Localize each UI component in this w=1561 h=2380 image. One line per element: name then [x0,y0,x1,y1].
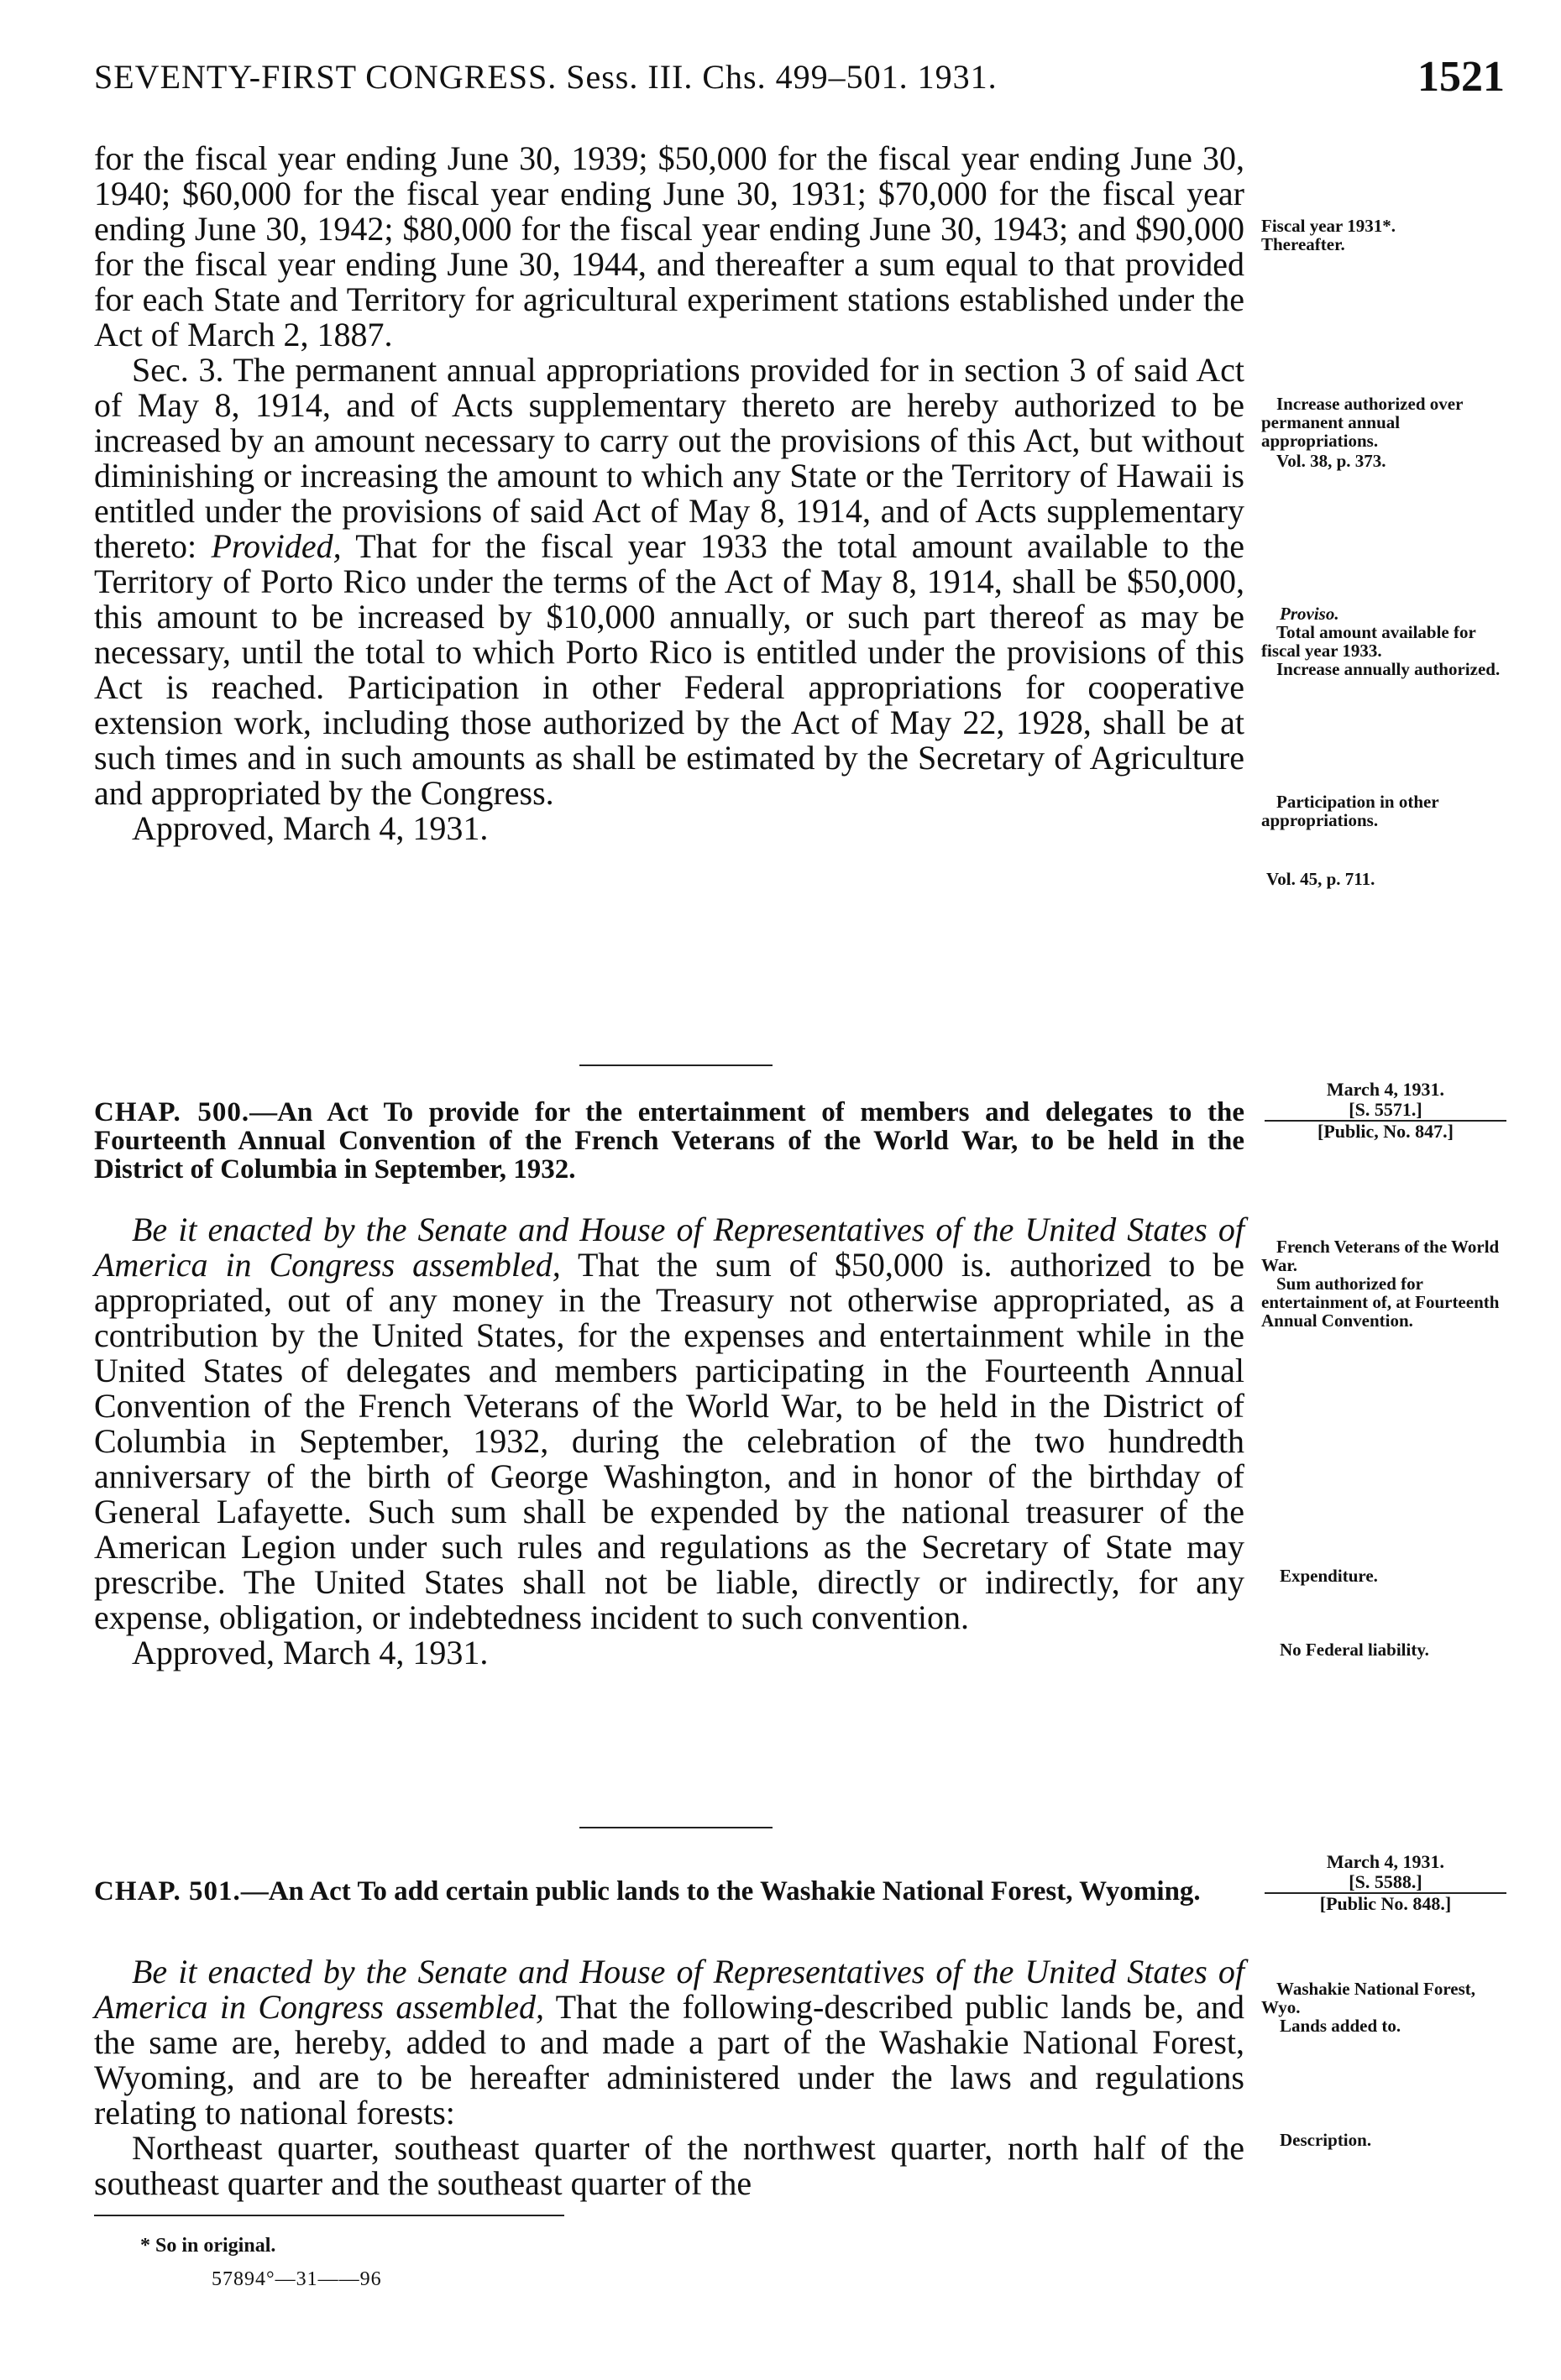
ch500-sidebar [1260,1080,1511,1142]
ch501-chap-label: CHAP. 501. [94,1876,241,1907]
ch501-bill: [S. 5588.] [1349,1871,1422,1892]
ch501-enacting-clause: Be it enacted by the Senate and House of Representatives of the United States of America in Congress assembled, [94,1953,1244,2026]
ch499-approved: Approved, March 4, 1931. [132,809,489,847]
ch499-section-3 [94,353,1244,811]
ch501-description: Northeast quarter, southeast quarter of the northwest quarter, north half of the southeast quarter and the southeast quarter of the [94,2129,1244,2202]
page-number: 1521 [1417,53,1505,101]
margin-note-description: Description. [1280,2130,1372,2150]
margin-note-no-liability: No Federal liability. [1280,1640,1429,1660]
margin-note-expenditure: Expenditure. [1280,1566,1378,1586]
ch501-public: [Public No. 848.] [1319,1893,1452,1914]
margin-note-proviso: Proviso. [1280,604,1339,624]
running-title: SEVENTY-FIRST CONGRESS. Sess. III. Chs. 499–501. 1931. [94,58,998,96]
ch501-sidebar [1260,1852,1511,1914]
margin-note-french-veterans: French Veterans of the World War. [1261,1237,1500,1275]
margin-note-vol-45: Vol. 45, p. 711. [1266,869,1375,889]
section-divider [579,1064,773,1066]
footnote-area [94,2215,564,2292]
ch501-enactment [94,1954,1244,2131]
ch500-title: —An Act To provide for the entertainment of members and delegates to the Fourteenth Annual Convention of the French Veterans of the World War, to be held in the District of Columbia in September, 1932. [94,1097,1244,1185]
ch500-text: That the sum of $50,000 is. authorized to be appropriated, out of any money in the Treasury not otherwise appropriated, as a contribution by the United States, for the expenses and entertainment while in the United States of delegates and members participating in the Fourteenth Annual Convention of the French Veterans of the World War, to be held in the District of Columbia in September, 1932, during the celebration of the two hundredth anniversary of the birth of George Washington, and in honor of the birthday of General Lafayette. Such sum shall be expended by the national treasurer of the American Legion under such rules and regulations as the Secretary of State may prescribe. The United States shall not be liable, directly or indirectly, for any expense, obligation, or indebtedness incident to such convention. [94,1246,1244,1636]
ch501-text: That the following-described public lands be, and the same are, hereby, added to and made a part of the Washakie National Forest, Wyoming, and are to be hereafter administered under the laws and regulations relating to national forests: [94,1988,1244,2132]
ch500-heading [94,1098,1244,1184]
margin-note-participation: Participation in other appropriations. [1261,792,1439,830]
margin-note-increase-authorized: Increase authorized over permanent annual appropriations. [1261,394,1464,451]
ch500-date: March 4, 1931. [1326,1079,1445,1100]
ch501-date: March 4, 1931. [1326,1851,1445,1872]
section-3-label: Sec. 3. [132,351,224,389]
ch500-public: [Public, No. 847.] [1317,1121,1454,1142]
running-header [94,53,1505,107]
section-3-text-a: The permanent annual appropriations provided for in section 3 of said Act of May 8, 1914, and of Acts supplementary thereto are hereby authorized to be increased by an amount necessary to carry out the provisions of this Act, but without diminishing or increasing the amount to which any State or the Territory of Hawaii is entitled under the provisions of said Act of May 8, 1914, and of Acts supplementary thereto: [94,351,1244,565]
ch500-chap-label: CHAP. 500. [94,1097,250,1127]
ch500-approved: Approved, March 4, 1931. [132,1634,489,1671]
chapter-501-body [94,1954,1244,2201]
section-divider-2 [579,1827,773,1828]
margin-note-lands-added: Lands added to. [1280,2016,1401,2036]
footnote-rule [94,2215,564,2216]
section-3-text-b: That for the fiscal year 1933 the total amount available to the Territory of Porto Rico under the terms of the Act of May 8, 1914, shall be $50,000, this amount to be increased by $10,000 annually, or such part thereof as may be necessary, until the total to which Porto Rico is entitled under the provisions of this Act is reached. Participation in other Federal appropriations for cooperative extension work, including those authorized by the Act of May 22, 1928, shall be at such times and in such amounts as shall be estimated by the Secretary of Agriculture and appropriated by the Congress. [94,527,1244,812]
margin-note-total-amount: Total amount available for fiscal year 1933. [1261,622,1476,661]
chapter-499-body [94,141,1244,846]
chapter-500-body [94,1212,1244,1671]
ch501-title: —An Act To add certain public lands to the Washakie National Forest, Wyoming. [240,1876,1201,1907]
ch500-enacting-clause: Be it enacted by the Senate and House of Representatives of the United States of America in Congress assembled, [94,1211,1244,1284]
margin-note-thereafter: Thereafter. [1261,234,1345,254]
footnote-text: * So in original. [140,2235,276,2257]
ch500-enactment [94,1212,1244,1635]
margin-note-sum-authorized: Sum authorized for entertainment of, at Fourteenth Annual Convention. [1261,1274,1500,1331]
margin-note-washakie: Washakie National Forest, Wyo. [1261,1979,1476,2017]
ch501-heading [94,1877,1253,1906]
print-code: 57894°—31——96 [212,2268,382,2290]
margin-note-vol-38: Vol. 38, p. 373. [1276,451,1386,471]
ch499-paragraph-1: for the fiscal year ending June 30, 1939; $50,000 for the fiscal year ending June 30, 1940; $60,000 for the fiscal year ending June 30, 1931; $70,000 for the fiscal year ending June 30, 1942; $80,000 for the fiscal year ending June 30, 1943; and $90,000 for the fiscal year ending June 30, 1944, and thereafter a sum equal to that provided for each State and Territory for agricultural experiment stations established under the Act of March 2, 1887. [94,139,1244,353]
margin-note-fiscal-year: Fiscal year 1931*. [1261,216,1396,236]
proviso-word: Provided, [211,527,342,565]
margin-note-increase-annually: Increase annually authorized. [1276,659,1501,679]
ch500-bill: [S. 5571.] [1349,1099,1422,1120]
